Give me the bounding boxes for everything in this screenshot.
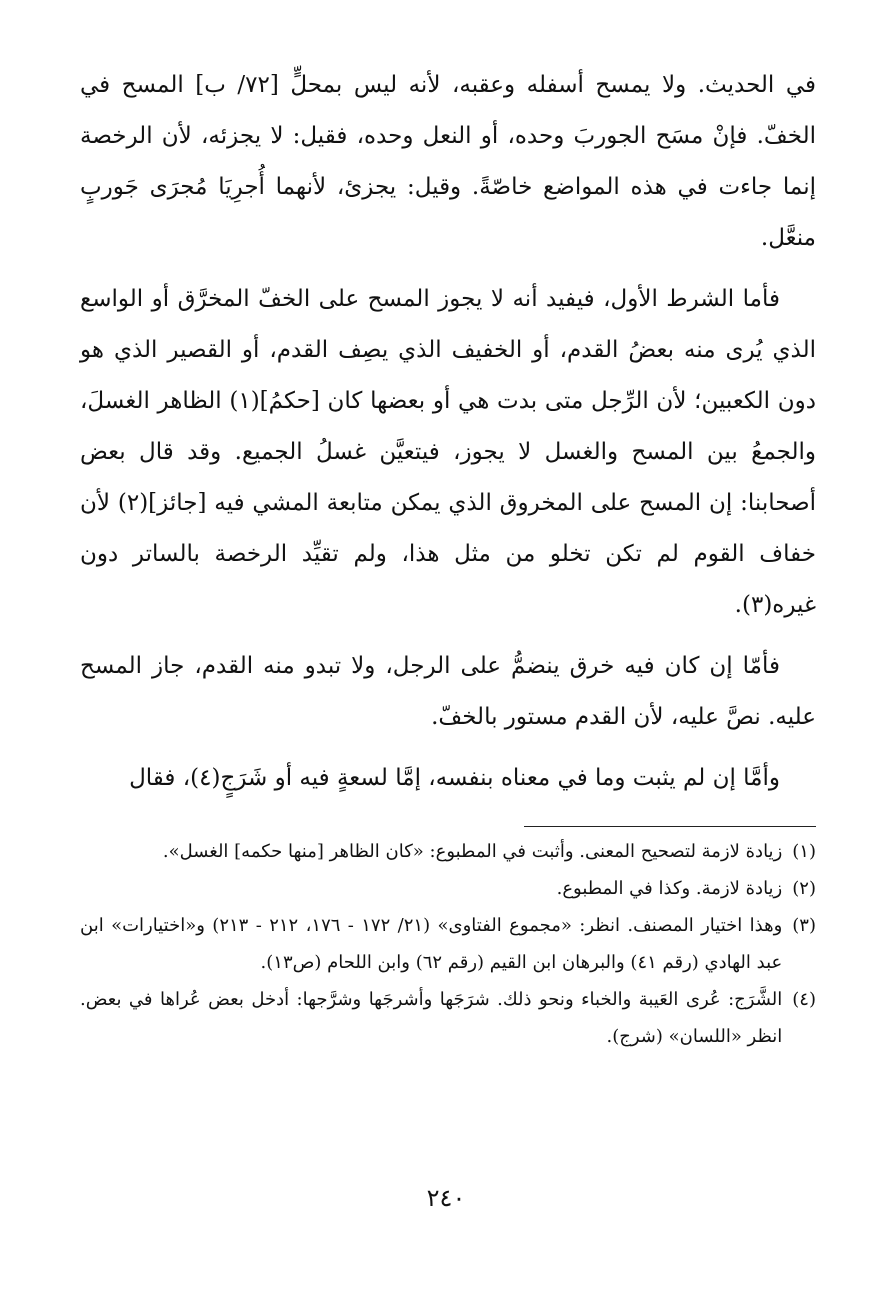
paragraph-4: وأمَّا إن لم يثبت وما في معناه بنفسه، إمَّا لسعةٍ فيه أو شَرَجٍ(٤)، فقال	[129, 765, 780, 791]
footnote-3	[80, 907, 816, 981]
footnote-text: زيادة لازمة. وكذا في المطبوع.	[556, 878, 783, 899]
paragraph-1: في الحديث. ولا يمسح أسفله وعقبه، لأنه ليس بمحلٍّ [٧٢/ ب] المسح في الخفّ. فإنْ مسَح الجوربَ وحده، أو النعل وحده، فقيل: لا يجزئه، لأن الرخصة إنما جاءت في هذه المواضع خاصّةً. وقيل: يجزئ، لأنهما أُجرِيَا مُجرَى جَوربٍ منعَّل.	[80, 72, 816, 251]
footnote-number: (٣)	[792, 915, 816, 936]
footnotes	[80, 833, 816, 1055]
footnote-number: (١)	[792, 841, 816, 862]
main-text	[80, 60, 816, 804]
footnote-number: (٤)	[792, 989, 816, 1010]
footnote-1	[80, 833, 816, 870]
paragraph-2: فأما الشرط الأول، فيفيد أنه لا يجوز المسح على الخفّ المخرَّق أو الواسع الذي يُرى منه بعضُ القدم، أو الخفيف الذي يصِف القدم، أو القصير الذي هو دون الكعبين؛ لأن الرِّجل متى بدت هي أو بعضها كان [حكمُ](١) الظاهر الغسلَ، والجمعُ بين المسح والغسل لا يجوز، فيتعيَّن غسلُ الجميع. وقد قال بعض أصحابنا: إن المسح على المخروق الذي يمكن متابعة المشي فيه [جائز](٢) لأن خفاف القوم لم تكن تخلو من مثل هذا، ولم تقيِّد الرخصة بالساتر دون غيره(٣).	[80, 286, 816, 618]
footnote-text: وهذا اختيار المصنف. انظر: «مجموع الفتاوى» (٢١/ ١٧٢ - ١٧٦، ٢١٢ - ٢١٣) و«اختيارات» ابن عبد الهادي (رقم ٤١) والبرهان ابن القيم (رقم ٦٢) وابن اللحام (ص١٣).	[80, 915, 783, 973]
footnote-text: زيادة لازمة لتصحيح المعنى. وأثبت في المطبوع: «كان الظاهر [منها حكمه] الغسل».	[162, 841, 783, 862]
footnote-2	[80, 870, 816, 907]
footnote-divider	[524, 826, 816, 827]
page-number: ٢٤٠	[426, 1184, 466, 1212]
paragraph-3: فأمّا إن كان فيه خرق ينضمُّ على الرجل، ولا تبدو منه القدم، جاز المسح عليه. نصَّ عليه، لأن القدم مستور بالخفّ.	[80, 653, 816, 730]
footnote-text: الشَّرَج: عُرى العَيبة والخباء ونحو ذلك. شرَجَها وأشرجَها وشرَّجها: أدخل بعض عُراها في بعض. انظر «اللسان» (شرج).	[80, 989, 783, 1047]
footnote-4	[80, 981, 816, 1055]
footnote-number: (٢)	[792, 878, 816, 899]
